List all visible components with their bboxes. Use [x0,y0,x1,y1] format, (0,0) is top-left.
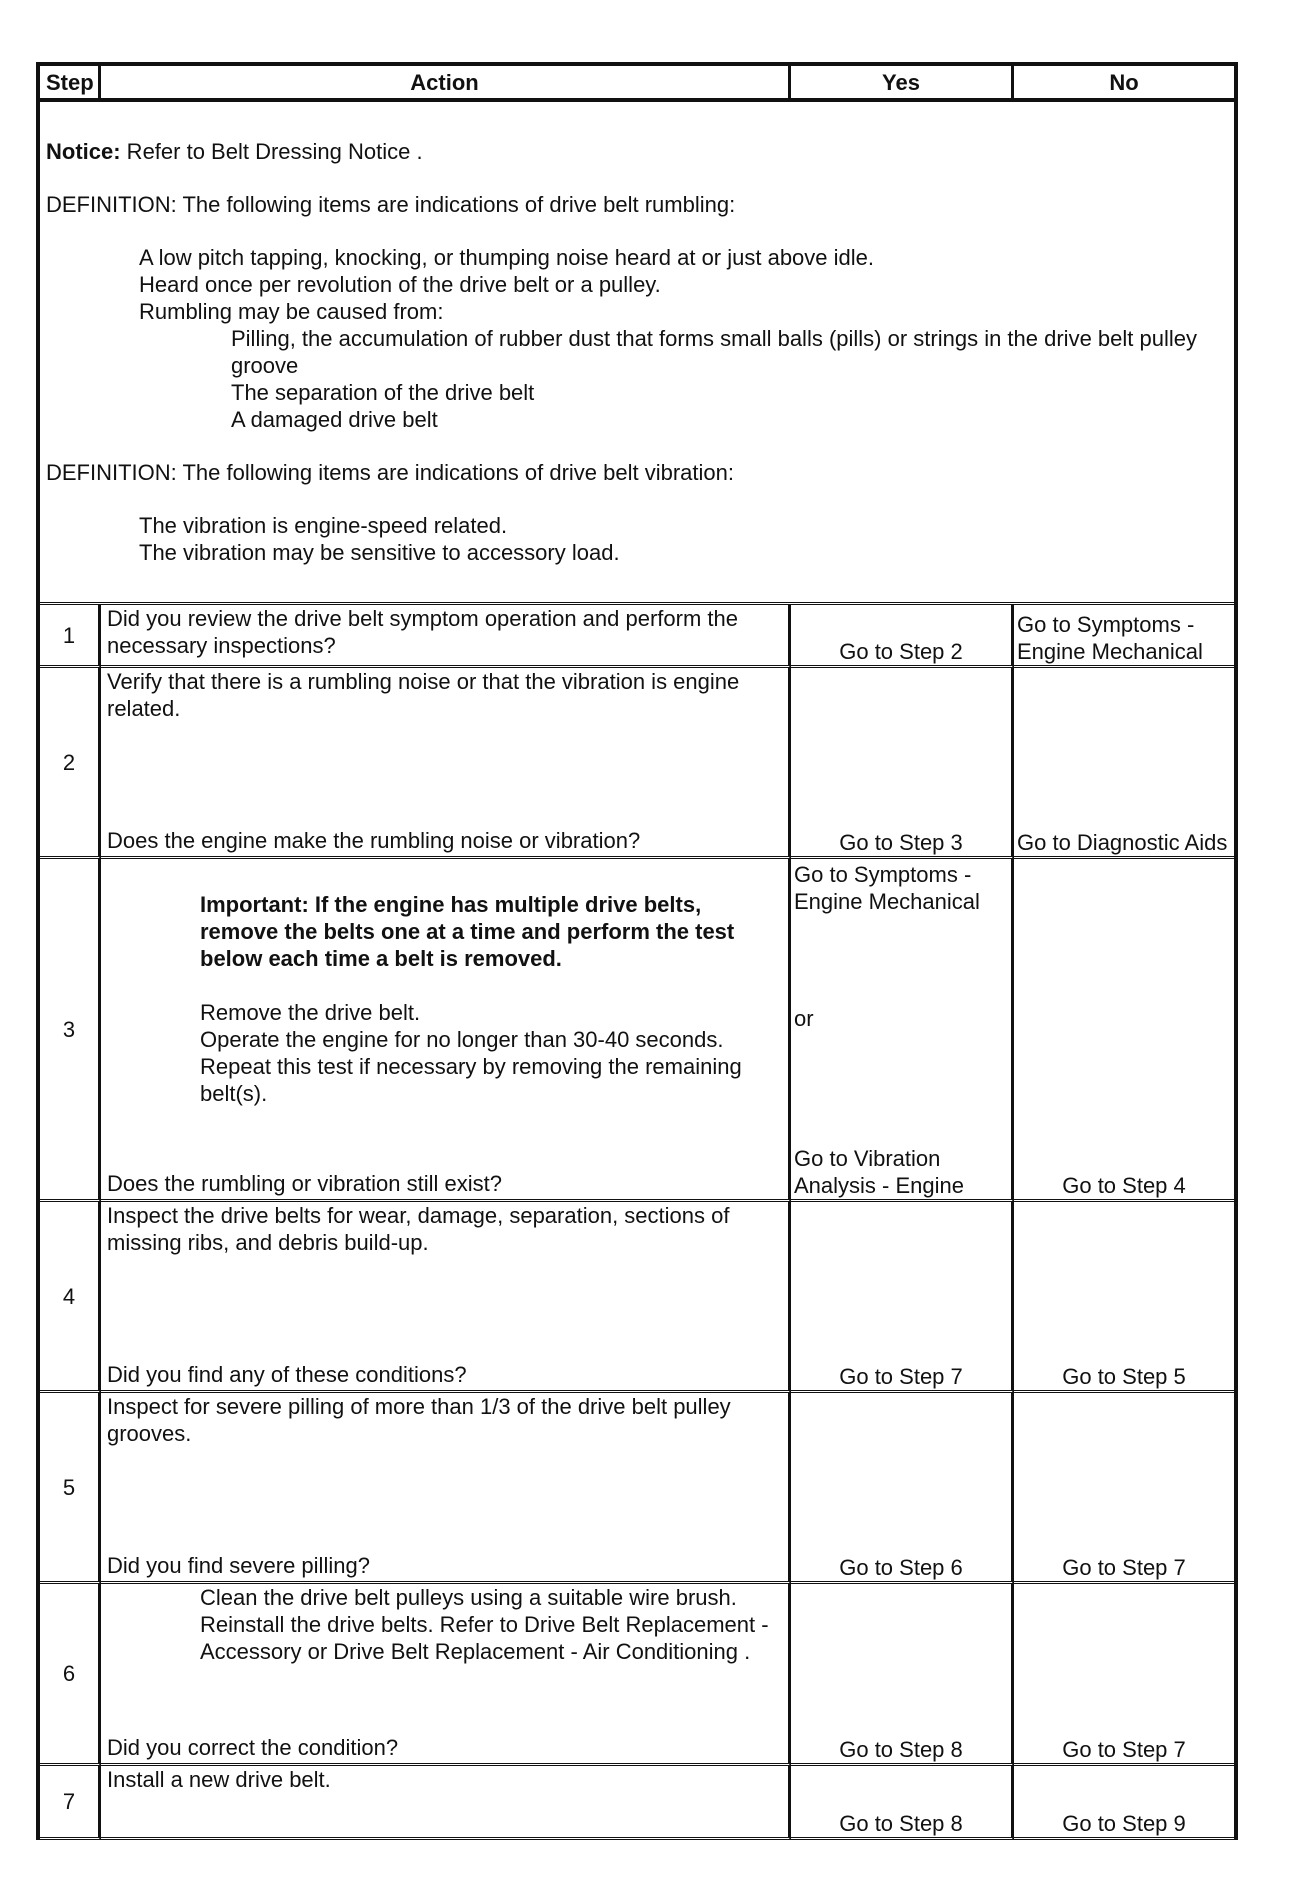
definition-vibration: DEFINITION: The following items are indications of drive belt vibration: [46,460,734,485]
cause-item: The separation of the drive belt [231,380,535,405]
rumble-item: Rumbling may be caused from: [139,299,444,324]
step-item: Reinstall the drive belts. Refer to Drive Belt Replacement - Accessory or Drive Belt Replacement - Air Conditioning . [200,1612,769,1664]
step-yes-cell [791,1766,1014,1840]
step-yes-cell [791,1584,1014,1766]
step-item: Clean the drive belt pulleys using a suitable wire brush. [200,1585,737,1610]
step-action-cell [101,1584,791,1766]
step-yes-cell [791,1202,1014,1393]
step-yes-cell [791,668,1014,859]
step-question: Does the engine make the rumbling noise or vibration? [107,828,641,853]
step-row-4 [40,1202,1234,1393]
rumble-item: Heard once per revolution of the drive belt or a pulley. [139,272,661,297]
step-action: Did you review the drive belt symptom operation and perform the necessary inspections? [101,605,791,668]
step-no-cell [1014,668,1234,859]
step-yes-cell [791,605,1014,668]
step-no-cell [1014,1584,1234,1766]
header-yes: Yes [791,66,1014,102]
cause-item: Pilling, the accumulation of rubber dust that forms small balls (pills) or strings in the drive belt pulley groove [231,326,1197,378]
step-yes-cell [791,859,1014,1202]
step-action-cell [101,1393,791,1584]
step-number: 4 [40,1202,101,1393]
step-item: Operate the engine for no longer than 30-40 seconds. [200,1027,724,1052]
step-number: 6 [40,1584,101,1766]
cause-item: A damaged drive belt [231,407,438,432]
step-no-cell [1014,859,1234,1202]
step-row-1 [40,605,1234,668]
yes-answer-alternate: Go to Vibration Analysis - Engine [794,1146,964,1198]
no-answer: Go to Step 5 [1062,1364,1186,1389]
step-action: Install a new drive belt. [101,1766,791,1840]
no-answer: Go to Step 9 [1062,1811,1186,1836]
step-row-2 [40,668,1234,859]
table-header-row [40,66,1234,102]
step-row-5 [40,1393,1234,1584]
vibration-item: The vibration is engine-speed related. [139,513,508,538]
step-question: Did you find severe pilling? [107,1553,370,1578]
no-answer: Go to Diagnostic Aids [1017,830,1228,855]
notice-label: Notice: [46,139,121,164]
step-action: Verify that there is a rumbling noise or that the vibration is engine related. [107,669,740,721]
yes-answer: Go to Step 8 [839,1737,963,1762]
no-answer: Go to Step 4 [1062,1173,1186,1198]
step-item: Remove the drive belt. [200,1000,421,1025]
no-answer: Go to Step 7 [1062,1737,1186,1762]
step-no-cell [1014,605,1234,668]
step-question: Did you correct the condition? [107,1735,399,1760]
yes-or: or [794,1006,814,1031]
important-note: Important: If the engine has multiple drive belts, remove the belts one at a time and perform the test below each time a belt is removed. [200,892,735,971]
yes-answer: Go to Step 7 [839,1364,963,1389]
yes-answer: Go to Step 2 [839,639,963,664]
yes-answer: Go to Step 6 [839,1555,963,1580]
step-action: Inspect the drive belts for wear, damage, separation, sections of missing ribs, and debris build-up. [107,1203,730,1255]
header-no: No [1014,66,1234,102]
yes-answer: Go to Step 8 [839,1811,963,1836]
step-action: Inspect for severe pilling of more than 1/3 of the drive belt pulley grooves. [107,1394,731,1446]
step-item: Repeat this test if necessary by removing the remaining belt(s). [200,1054,742,1106]
yes-answer-primary: Go to Symptoms - Engine Mechanical [794,862,980,914]
step-number: 3 [40,859,101,1202]
step-no-cell [1014,1393,1234,1584]
header-step: Step [40,66,101,102]
no-answer: Go to Step 7 [1062,1555,1186,1580]
intro-cell [40,102,1234,605]
no-answer: Go to Symptoms - Engine Mechanical [1017,612,1203,664]
rumble-item: A low pitch tapping, knocking, or thumping noise heard at or just above idle. [139,245,875,270]
step-question: Does the rumbling or vibration still exist? [107,1171,502,1196]
header-action: Action [101,66,791,102]
step-action-cell [101,668,791,859]
step-number: 5 [40,1393,101,1584]
step-row-3 [40,859,1234,1202]
step-no-cell [1014,1766,1234,1840]
step-number: 2 [40,668,101,859]
intro-row [40,102,1234,605]
step-number: 1 [40,605,101,668]
step-row-7 [40,1766,1234,1840]
step-action-cell [101,859,791,1202]
step-yes-cell [791,1393,1014,1584]
step-no-cell [1014,1202,1234,1393]
diagnostic-table [36,62,1238,1840]
definition-rumbling: DEFINITION: The following items are indications of drive belt rumbling: [46,192,736,217]
notice [46,138,1228,165]
yes-answer: Go to Step 3 [839,830,963,855]
step-question: Did you find any of these conditions? [107,1362,467,1387]
step-row-6 [40,1584,1234,1766]
vibration-item: The vibration may be sensitive to accessory load. [139,540,620,565]
notice-text: Refer to Belt Dressing Notice . [120,139,423,164]
step-action-cell [101,1202,791,1393]
step-number: 7 [40,1766,101,1840]
